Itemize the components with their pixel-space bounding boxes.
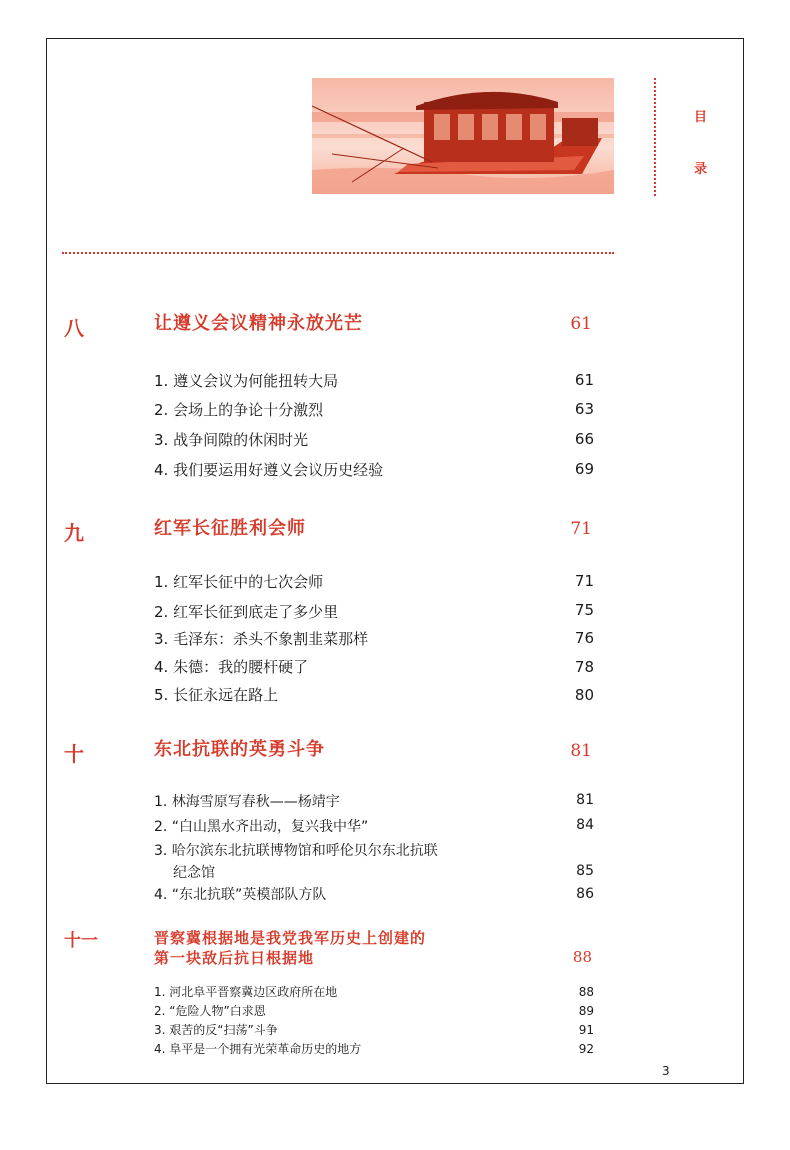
chapter-number: 九: [64, 521, 84, 545]
toc-item-page: 92: [578, 1042, 594, 1056]
boat-illustration: [312, 78, 614, 194]
toc-item-page: 81: [576, 792, 594, 808]
vertical-dotted-rule: [654, 78, 656, 196]
chapter-title[interactable]: 东北抗联的英勇斗争: [154, 739, 325, 760]
toc-item[interactable]: 3. 哈尔滨东北抗联博物馆和呼伦贝尔东北抗联: [154, 843, 438, 859]
side-title-char-2: 录: [694, 162, 708, 177]
toc-item[interactable]: 4. 阜平是一个拥有光荣革命历史的地方: [154, 1042, 362, 1056]
toc-item-page: 75: [574, 601, 594, 619]
page-number: 3: [662, 1064, 670, 1078]
chapter-number: 十: [64, 742, 84, 766]
toc-item[interactable]: 2. “白山黑水齐出动，复兴我中华”: [154, 819, 369, 835]
toc-item[interactable]: 1. 林海雪原写春秋——杨靖宇: [154, 794, 340, 810]
toc-item[interactable]: 4. “东北抗联”英模部队方队: [154, 887, 327, 903]
toc-item-page: 85: [576, 863, 594, 879]
chapter-page: 61: [570, 314, 592, 334]
chapter-page: 71: [570, 519, 592, 539]
toc-item-page: 84: [576, 817, 594, 833]
toc-item[interactable]: 3. 战争间隙的休闲时光: [154, 431, 309, 449]
chapter-title[interactable]: 红军长征胜利会师: [154, 518, 306, 539]
toc-item[interactable]: 3. 毛泽东：杀头不象割韭菜那样: [154, 630, 369, 648]
toc-item[interactable]: 3. 艰苦的反“扫荡”斗争: [154, 1023, 278, 1037]
toc-item[interactable]: 1. 河北阜平晋察冀边区政府所在地: [154, 985, 338, 999]
toc-item-page: 91: [578, 1023, 594, 1037]
red-boat-image: [312, 78, 614, 194]
chapter-title[interactable]: 让遵义会议精神永放光芒: [154, 313, 363, 334]
toc-item[interactable]: 2. 红军长征到底走了多少里: [154, 603, 339, 621]
toc-item-page: 86: [576, 886, 594, 902]
chapter-title-continuation[interactable]: 第一块敌后抗日根据地: [154, 949, 315, 967]
toc-item[interactable]: 4. 朱德：我的腰杆硬了: [154, 658, 309, 676]
toc-item-page: 61: [574, 371, 594, 389]
side-title-char-1: 目: [694, 110, 708, 125]
toc-item-page: 89: [578, 1004, 594, 1018]
toc-item[interactable]: 2. “危险人物”白求恩: [154, 1004, 266, 1018]
toc-item[interactable]: 1. 红军长征中的七次会师: [154, 573, 324, 591]
toc-item-continuation[interactable]: 纪念馆: [173, 865, 215, 881]
toc-item[interactable]: 5. 长征永远在路上: [154, 686, 279, 704]
horizontal-dotted-rule: [62, 252, 614, 254]
chapter-number: 八: [64, 316, 84, 340]
toc-item-page: 66: [574, 430, 594, 448]
toc-item[interactable]: 4. 我们要运用好遵义会议历史经验: [154, 461, 384, 479]
toc-item-page: 69: [574, 460, 594, 478]
chapter-page: 81: [570, 741, 592, 761]
toc-item-page: 76: [574, 629, 594, 647]
toc-item-page: 71: [574, 572, 594, 590]
toc-item[interactable]: 1. 遵义会议为何能扭转大局: [154, 372, 339, 390]
toc-item-page: 63: [574, 400, 594, 418]
chapter-number: 十一: [64, 931, 98, 951]
chapter-page: 88: [572, 948, 592, 966]
toc-item[interactable]: 2. 会场上的争论十分激烈: [154, 401, 324, 419]
chapter-title[interactable]: 晋察冀根据地是我党我军历史上创建的: [154, 929, 427, 947]
toc-item-page: 80: [574, 686, 594, 704]
toc-item-page: 88: [578, 985, 594, 999]
toc-item-page: 78: [574, 658, 594, 676]
